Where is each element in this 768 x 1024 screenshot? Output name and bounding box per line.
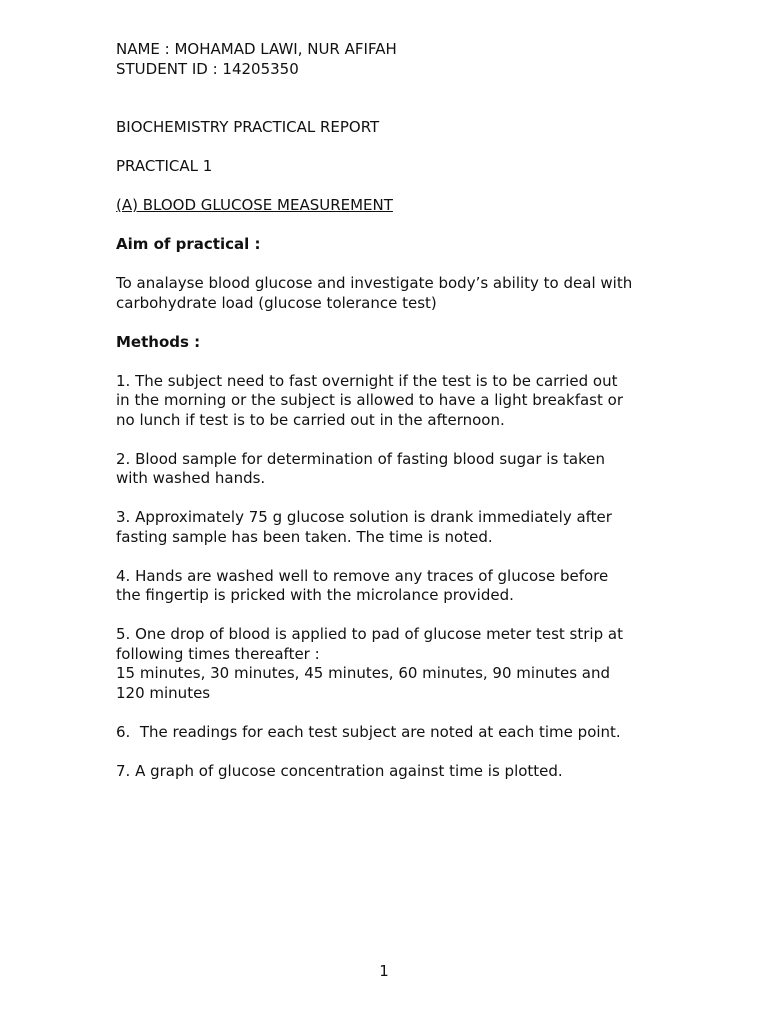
method-line: 2. Blood sample for determination of fasting blood sugar is taken: [116, 449, 605, 468]
method-line: 3. Approximately 75 g glucose solution is drank immediately after: [116, 508, 612, 526]
spacer: [116, 489, 676, 509]
practical-number: PRACTICAL 1: [116, 157, 213, 175]
spacer: [116, 79, 676, 99]
student-id: STUDENT ID : 14205350: [116, 59, 299, 78]
method-step-3: [116, 508, 676, 547]
report-title: BIOCHEMISTRY PRACTICAL REPORT: [116, 118, 380, 136]
spacer: [116, 430, 676, 450]
method-line: 120 minutes: [116, 683, 211, 702]
method-step-1: [116, 372, 676, 431]
method-step-2: [116, 450, 676, 489]
method-line: fasting sample has been taken. The time is noted.: [116, 527, 493, 546]
method-line: 15 minutes, 30 minutes, 45 minutes, 60 minutes, 90 minutes and: [116, 664, 610, 682]
method-line: in the morning or the subject is allowed to have a light breakfast or: [116, 391, 623, 409]
aim-text: [116, 274, 676, 313]
document-body: [116, 40, 676, 781]
spacer: [116, 216, 676, 236]
spacer: [116, 742, 676, 762]
method-line: 1. The subject need to fast overnight if the test is to be carried out: [116, 371, 618, 390]
spacer: [116, 99, 676, 119]
method-line: 6. The readings for each test subject are noted at each time point.: [116, 722, 621, 741]
method-line: with washed hands.: [116, 469, 266, 487]
page-number: 1: [379, 962, 389, 980]
method-line: no lunch if test is to be carried out in the afternoon.: [116, 410, 505, 429]
aim-line: carbohydrate load (glucose tolerance test): [116, 293, 437, 312]
method-step-4: [116, 567, 676, 606]
student-name: NAME : MOHAMAD LAWI, NUR AFIFAH: [116, 40, 397, 58]
spacer: [116, 352, 676, 372]
spacer: [116, 255, 676, 275]
spacer: [116, 177, 676, 197]
spacer: [116, 547, 676, 567]
methods-heading: Methods :: [116, 332, 201, 351]
aim-heading: Aim of practical :: [116, 235, 261, 253]
section-heading: (A) BLOOD GLUCOSE MEASUREMENT: [116, 196, 393, 214]
method-line: the fingertip is pricked with the microlance provided.: [116, 586, 514, 604]
spacer: [116, 703, 676, 723]
method-line: 4. Hands are washed well to remove any traces of glucose before: [116, 566, 609, 585]
method-line: 5. One drop of blood is applied to pad of glucose meter test strip at: [116, 625, 623, 643]
method-step-7: [116, 762, 676, 782]
spacer: [116, 606, 676, 626]
spacer: [116, 138, 676, 158]
method-line: 7. A graph of glucose concentration against time is plotted.: [116, 761, 563, 780]
spacer: [116, 313, 676, 333]
aim-line: To analayse blood glucose and investigate body’s ability to deal with: [116, 274, 633, 292]
method-step-6: [116, 723, 676, 743]
method-line: following times thereafter :: [116, 644, 320, 663]
method-step-5: [116, 625, 676, 703]
